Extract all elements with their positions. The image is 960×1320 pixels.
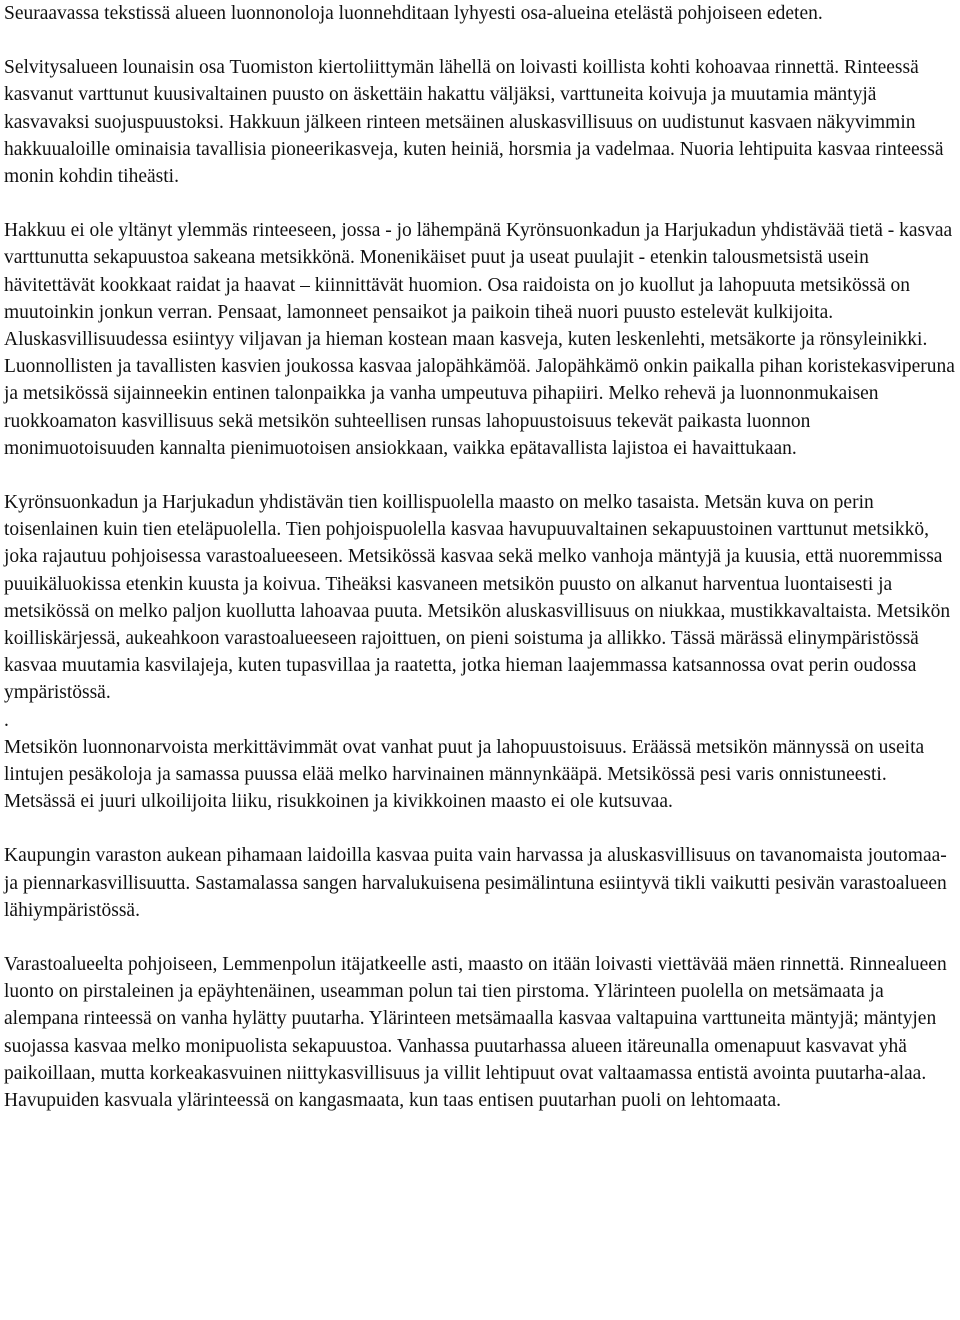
paragraph-dot: .: [4, 709, 9, 731]
paragraph-southwest-slope: Selvitysalueen lounaisin osa Tuomiston kiertoliittymän lähellä on loivasti koillista kohti kohoavaa rinnettä. Rinteessä kasvanut varttunut kuusivaltainen puusto on äskettäin hakattu väljäksi, varttuneita koivuja ja muutamia mäntyjä kasvavaksi suojuspuustoksi. Hakkuun jälkeen rinteen metsäinen aluskasvillisuus on uudistunut kasvaen näkyvimmin hakkuualoille ominaisia tavallisia pioneerikasveja, kuten heiniä, horsmia ja vadelmaa. Nuoria lehtipuita kasvaa rinteessä monin kohdin tiheästi.: [4, 57, 944, 188]
paragraph-northeast-forest: Kyrönsuonkadun ja Harjukadun yhdistävän tien koillispuolella maasto on melko tasaista. Metsän kuva on perin toisenlainen kuin tien eteläpuolella. Tien pohjoispuolella kasvaa havupuuvaltainen sekapuustoinen varttunut metsikkö, joka rajautuu pohjoisessa varastoalueeseen. Metsikössä kasvaa sekä melko vanhoja mäntyjä ja kuusia, että nuoremmissa puuikäluokissa etenkin kuusta ja koivua. Tiheäksi kasvaneen metsikön puusto on alkanut harventua luontaisesti ja metsikössä on melko paljon kuollutta lahoavaa puuta. Metsikön aluskasvillisuus on niukkaa, mustikkavaltaista. Metsikön koilliskärjessä, aukeahkoon varastoalueeseen rajoittuen, on pieni soistuma ja allikko. Tässä märässä elinympäristössä kasvaa muutamia kasvilajeja, kuten tupasvillaa ja raatetta, jotka hieman laajemmassa katsannossa ovat perin oudossa ympäristössä.: [4, 492, 951, 704]
paragraph-intro: Seuraavassa tekstissä alueen luonnonoloja luonnehditaan lyhyesti osa-alueina etelästä pohjoiseen edeten.: [4, 3, 823, 24]
paragraph-nature-values: Metsikön luonnonarvoista merkittävimmät ovat vanhat puut ja lahopuustoisuus. Eräässä metsikön männyssä on useita lintujen pesäkoloja ja samassa puussa elää melko harvinainen männynkääpä. Metsikössä pesi varis onnistuneesti. Metsässä ei juuri ulkoilijoita liiku, risukkoinen ja kivikkoinen maasto ei ole kutsuvaa.: [4, 736, 925, 813]
paragraph-warehouse-yard: Kaupungin varaston aukean pihamaan laidoilla kasvaa puita vain harvassa ja aluskasvillisuus on tavanomaista joutomaa- ja piennarkasvillisuutta. Sastamalassa sangen harvalukuisena pesimälintuna esiintyvä tikli vaikutti pesivän varastoalueen lähiympäristössä.: [4, 845, 947, 921]
paragraph-upper-slope: Hakkuu ei ole yltänyt ylemmäs rinteeseen, jossa - jo lähempänä Kyrönsuonkadun ja Harjukadun yhdistävää tietä - kasvaa varttunutta sekapuustoa sakeana metsikkönä. Monenikäiset puut ja useat puulajit - etenkin talousmetsistä usein hävitettävät kookkaat raidat ja haavat – kiinnittävät huomion. Osa raidoista on jo kuollut ja lahopuuta metsikössä on muutoinkin jonkun verran. Pensaat, lamonneet pensaikot ja paikoin tiheä nuori puusto estelevät kulkijoita. Aluskasvillisuudessa esiintyy viljavan ja hieman kostean maan kasveja, kuten leskenlehti, metsäkorte ja rönsyleinikki. Luonnollisten ja tavallisten kasvien joukossa kasvaa jalopähkämöä. Jalopähkämö onkin paikalla pihan koristekasviperuna ja metsikössä sijainneekin entinen talonpaikka ja vanha umpeutuva pihapiiri. Melko rehevä ja luonnonmukaisen ruokkoamaton kasvillisuus sekä metsikön suhteellisen runsas lahopuustoisuus tekevät paikasta luonnon monimuotoisuuden kannalta pienimuotoisen ansiokkaan, vaikka epätavallista lajistoa ei havaittukaan.: [4, 220, 955, 459]
paragraph-north-slope: Varastoalueelta pohjoiseen, Lemmenpolun itäjatkeelle asti, maasto on itään loivasti viettävää mäen rinnettä. Rinnealueen luonto on pirstaleinen ja epäyhtenäinen, useamman polun tai tien pirstoma. Ylärinteen puolella on metsämaata ja alempana rinteessä on vanha hylätty puutarha. Ylärinteen metsämaalla kasvaa valtapuina varttuneita mäntyjä; mäntyjen suojassa kasvaa melko monipuolista sekapuustoa. Vanhassa puutarhassa alueen itäreunalla omenapuut kasvavat yhä paikoillaan, mutta korkeakasvuinen niittykasvillisuus ja villit lehtipuut ovat valtaamassa entistä avointa puutarha-alaa. Havupuiden kasvuala ylärinteessä on kangasmaata, kun taas entisen puutarhan puoli on lehtomaata.: [4, 954, 947, 1112]
